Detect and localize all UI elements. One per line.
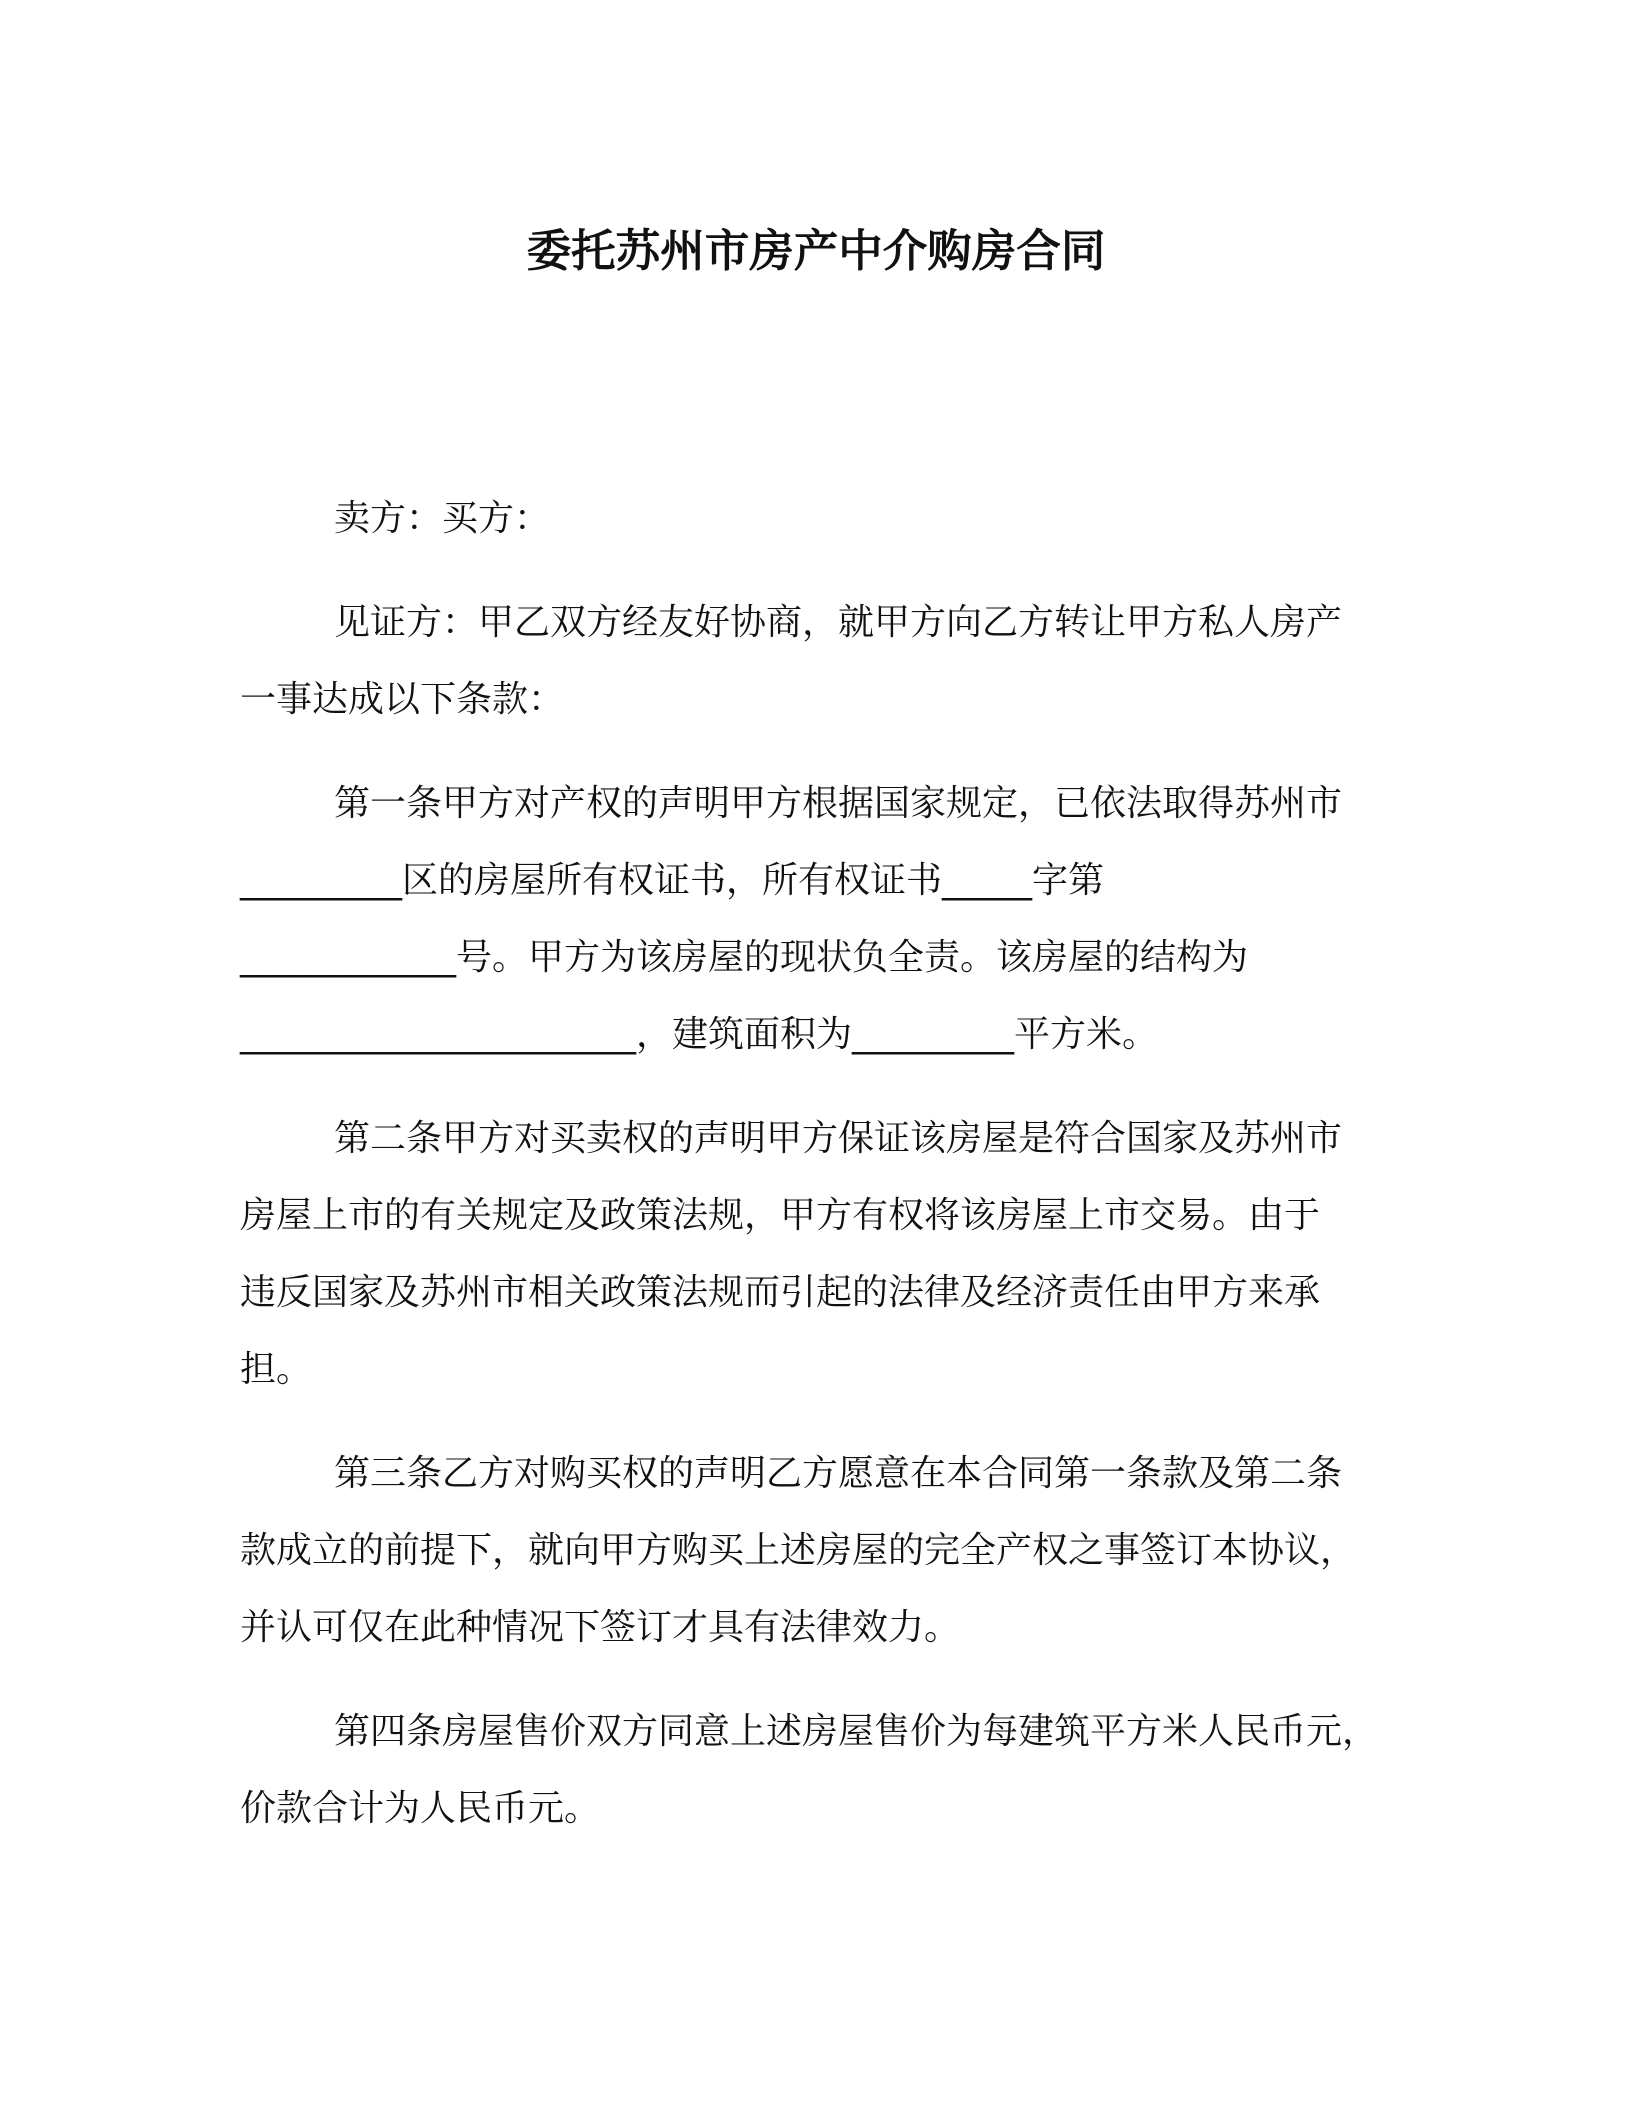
article-2-line-1: 第二条甲方对买卖权的声明甲方保证该房屋是符合国家及苏州市 — [334, 1118, 1343, 1159]
article-4-line-2: 价款合计为人民币元。 — [240, 1788, 601, 1829]
article-2-line-4: 担。 — [240, 1349, 313, 1390]
article-2-line-2: 房屋上市的有关规定及政策法规，甲方有权将该房屋上市交易。由于 — [240, 1195, 1321, 1236]
witness-line: 见证方：甲乙双方经友好协商，就甲方向乙方转让甲方私人房产 — [334, 602, 1343, 643]
document-title: 委托苏州市房产中介购房合同 — [526, 226, 1106, 277]
article-1-line-1: 第一条甲方对产权的声明甲方根据国家规定，已依法取得苏州市 — [334, 783, 1343, 824]
article-1-line-4: ______________________，建筑面积为_________平方米。 — [240, 1014, 1159, 1055]
article-2-line-3: 违反国家及苏州市相关政策法规而引起的法律及经济责任由甲方来承 — [240, 1272, 1321, 1313]
article-3-line-3: 并认可仅在此种情况下签订才具有法律效力。 — [240, 1607, 961, 1648]
article-3-line-2: 款成立的前提下，就向甲方购买上述房屋的完全产权之事签订本协议， — [240, 1530, 1357, 1571]
parties-line: 卖方：买方： — [334, 498, 551, 539]
witness-line-cont: 一事达成以下条款： — [240, 679, 565, 720]
article-4-line-1: 第四条房屋售价双方同意上述房屋售价为每建筑平方米人民币元， — [334, 1711, 1379, 1752]
article-1-line-2: _________区的房屋所有权证书，所有权证书_____字第 — [240, 860, 1105, 901]
article-3-line-1: 第三条乙方对购买权的声明乙方愿意在本合同第一条款及第二条 — [334, 1453, 1343, 1494]
article-1-line-3: ____________号。甲方为该房屋的现状负全责。该房屋的结构为 — [240, 937, 1249, 978]
